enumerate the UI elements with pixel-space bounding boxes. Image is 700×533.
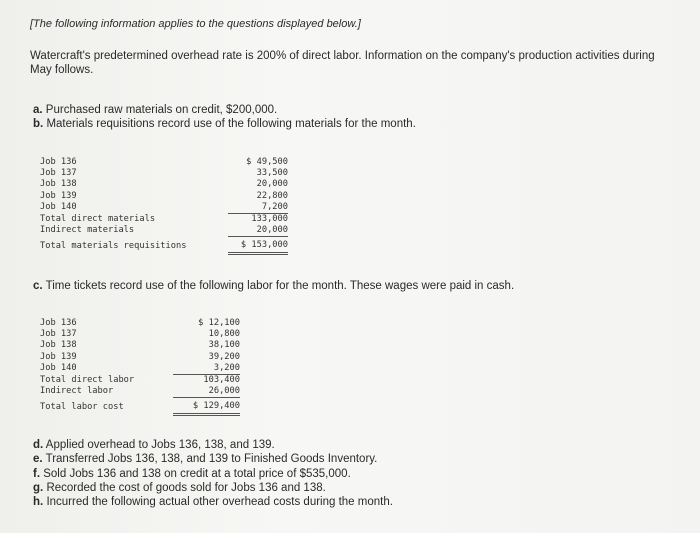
schedule-total-row: Total direct materials 133,000 xyxy=(40,213,288,225)
item-a xyxy=(33,103,277,117)
item-e xyxy=(33,452,377,466)
item-letter: h. xyxy=(33,496,44,508)
item-f xyxy=(33,467,351,481)
item-letter: b. xyxy=(33,118,44,130)
item-text: Time tickets record use of the following labor for the month. These wages were paid in cash. xyxy=(45,280,515,292)
schedule-row: Job 136 $ 12,100 xyxy=(40,318,240,328)
schedule-row: Job 140 7,200 xyxy=(40,201,288,213)
item-b xyxy=(33,117,416,131)
schedule-row: Job 139 22,800 xyxy=(40,190,288,201)
schedule-row: Job 138 20,000 xyxy=(40,179,288,190)
item-g xyxy=(33,481,326,495)
schedule-grand-total-row: Total materials requisitions $ 153,000 xyxy=(40,237,288,253)
item-letter: d. xyxy=(33,439,44,451)
intro-note: [The following information applies to the questions displayed below.] xyxy=(30,18,361,30)
item-text: Sold Jobs 136 and 138 on credit at a total price of $535,000. xyxy=(43,468,351,480)
item-letter: e. xyxy=(33,453,43,465)
schedule-row: Job 136 $ 49,500 xyxy=(40,157,288,167)
schedule-total-row: Total direct labor 103,400 xyxy=(40,374,240,386)
schedule-row: Job 138 38,100 xyxy=(40,340,240,351)
intro-paragraph: Watercraft's predetermined overhead rate is 200% of direct labor. Information on the company's production activities during May follows. xyxy=(30,50,655,76)
schedule-row: Indirect materials 20,000 xyxy=(40,225,288,236)
schedule-grand-total-row: Total labor cost $ 129,400 xyxy=(40,398,240,414)
schedule-row: Indirect labor 26,000 xyxy=(40,386,240,397)
item-text: Transferred Jobs 136, 138, and 139 to Finished Goods Inventory. xyxy=(45,453,378,465)
schedule-row: Job 139 39,200 xyxy=(40,351,240,362)
labor-schedule xyxy=(40,318,240,416)
item-text: Incurred the following actual other overhead costs during the month. xyxy=(46,496,393,508)
schedule-row: Job 137 33,500 xyxy=(40,168,288,179)
item-h xyxy=(33,495,393,509)
materials-schedule xyxy=(40,157,288,255)
item-d xyxy=(33,438,275,452)
item-letter: f. xyxy=(33,468,41,480)
item-letter: c. xyxy=(33,280,43,292)
item-letter: g. xyxy=(33,482,44,494)
item-text: Purchased raw materials on credit, $200,000. xyxy=(45,104,278,116)
item-text: Recorded the cost of goods sold for Jobs 136 and 138. xyxy=(46,482,326,494)
item-text: Applied overhead to Jobs 136, 138, and 139. xyxy=(45,439,275,451)
schedule-row: Job 140 3,200 xyxy=(40,362,240,374)
schedule-row: Job 137 10,800 xyxy=(40,329,240,340)
item-letter: a. xyxy=(33,104,43,116)
item-c xyxy=(33,279,514,293)
item-text: Materials requisitions record use of the following materials for the month. xyxy=(46,118,416,130)
